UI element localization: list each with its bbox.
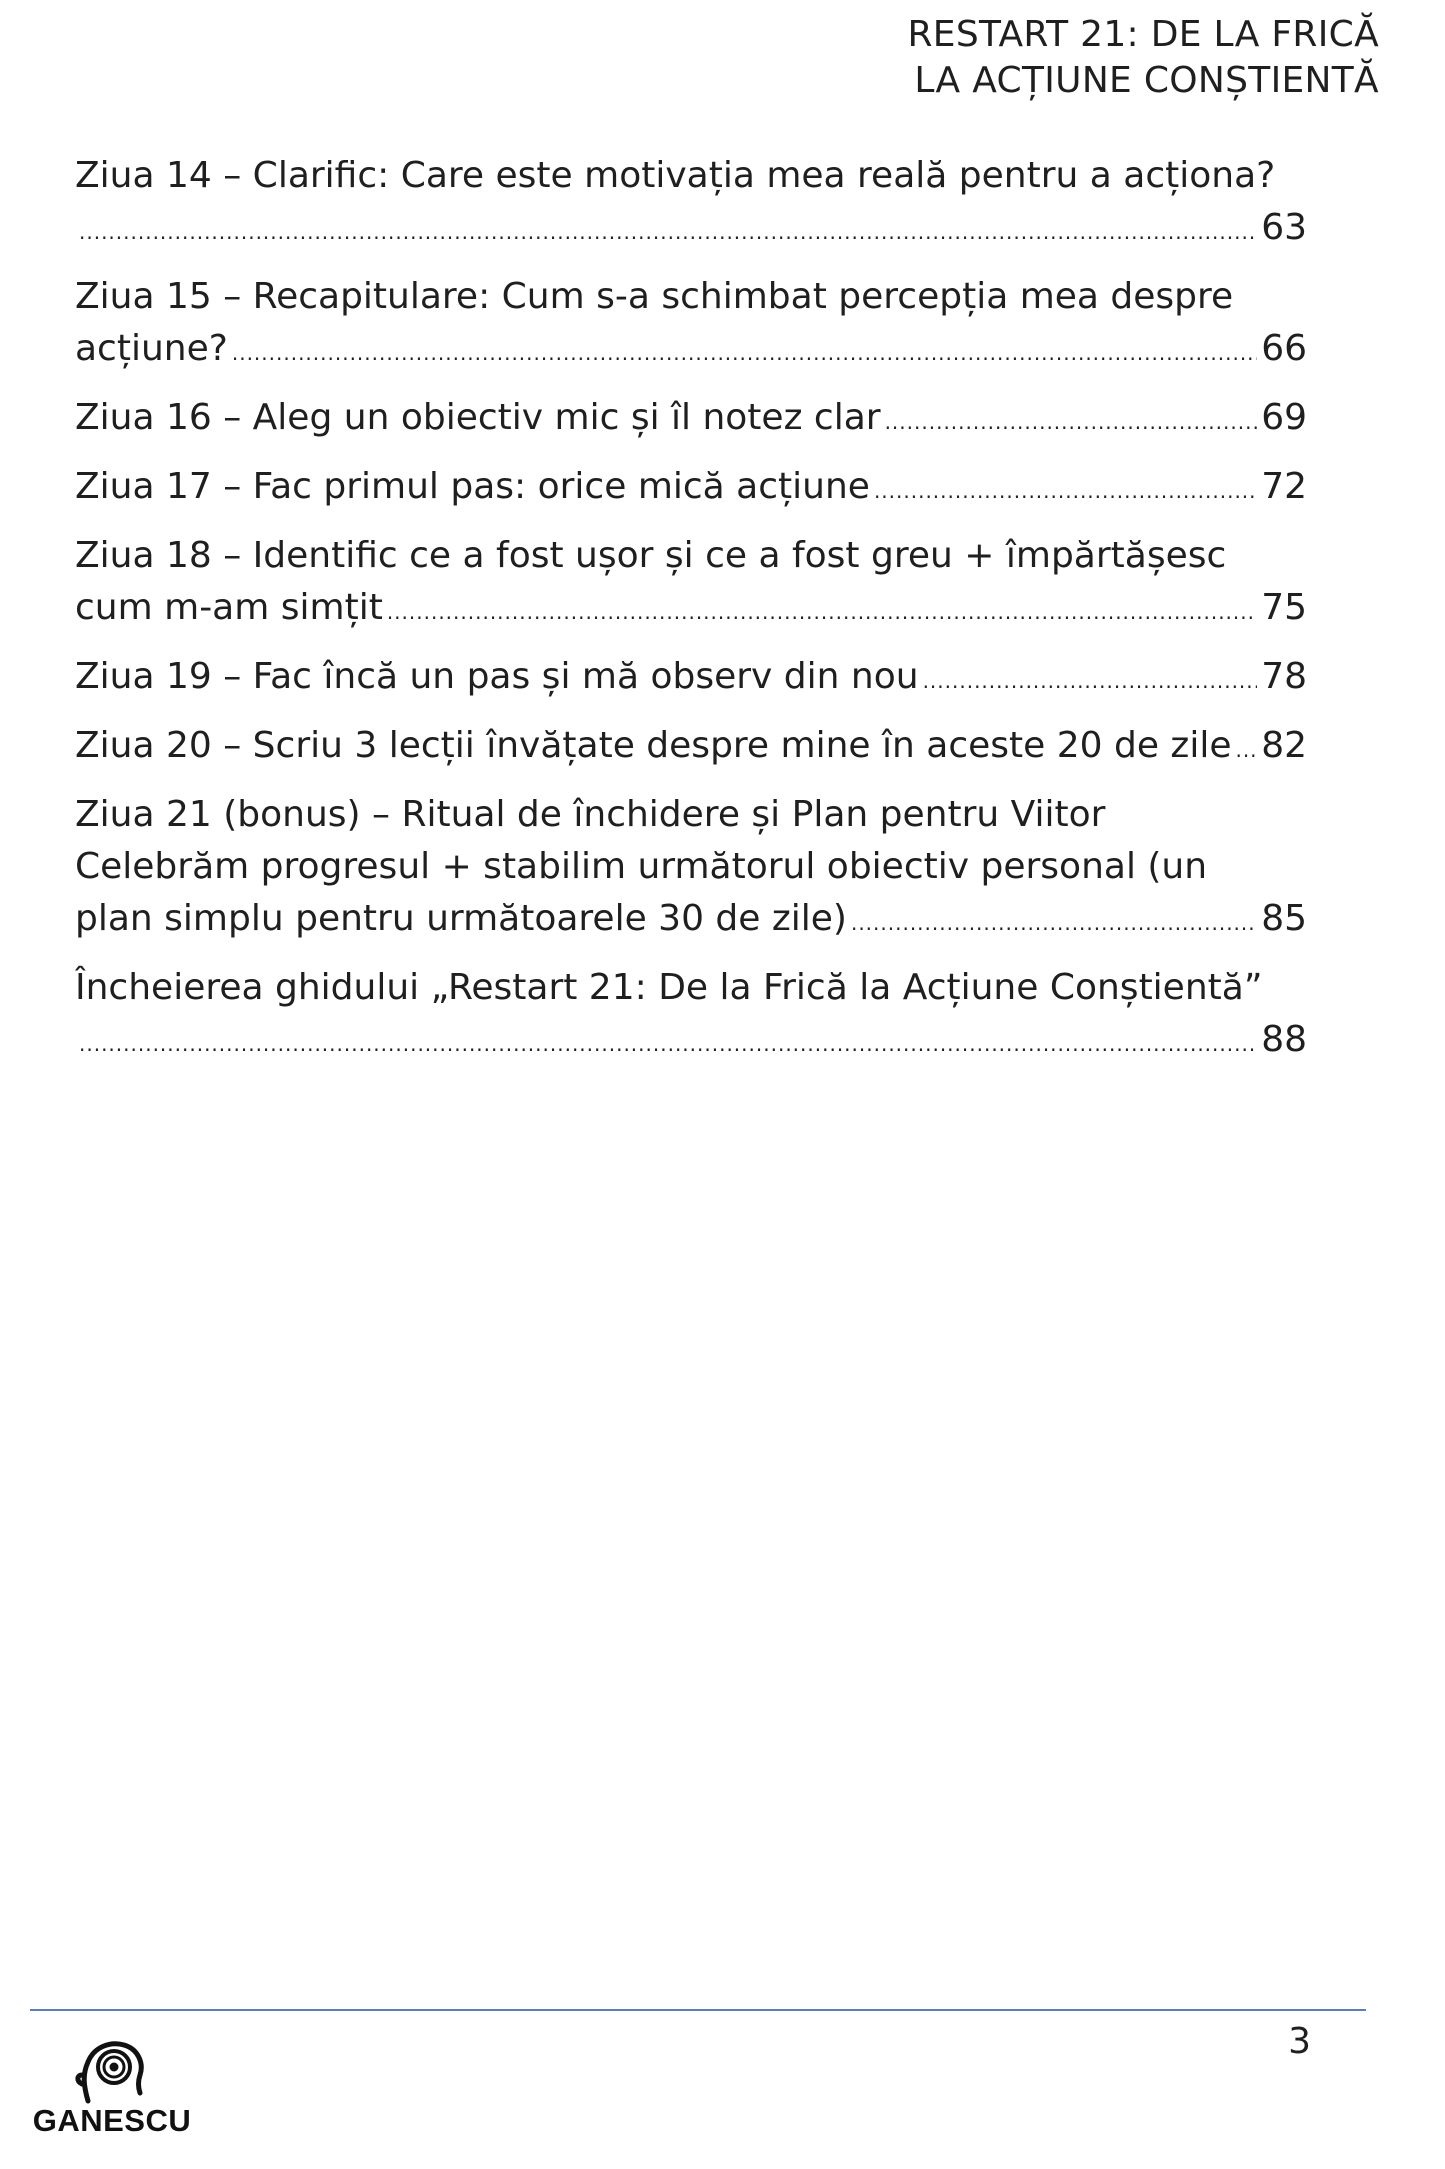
toc-entry-leader-line <box>75 461 1307 517</box>
dot-leader <box>232 327 1257 379</box>
toc-page-number: 75 <box>1261 587 1307 628</box>
toc-entry-leader-line <box>75 651 1307 707</box>
toc-entry-conclusion[interactable] <box>75 962 1307 1070</box>
dot-leader <box>885 396 1258 448</box>
toc-entry-title-continued: Celebrăm progresul + stabilim următorul obiectiv personal (un <box>75 846 1208 887</box>
dot-leader <box>851 897 1257 949</box>
toc-page-number: 63 <box>1261 207 1307 248</box>
toc-entry-title: Ziua 21 (bonus) – Ritual de închidere și Plan pentru Viitor <box>75 794 1106 835</box>
toc-entry-day-16[interactable] <box>75 392 1307 448</box>
header-title-line-2: LA ACȚIUNE CONȘTIENTĂ <box>914 60 1379 101</box>
toc-entry-leader-line <box>75 323 1307 379</box>
dot-leader <box>79 206 1257 258</box>
toc-entry-title: Ziua 15 – Recapitulare: Cum s-a schimbat percepția mea despre <box>75 276 1234 317</box>
toc-entry-leader-line <box>75 1014 1307 1070</box>
footer-divider <box>30 2009 1366 2011</box>
dot-leader <box>874 465 1257 517</box>
toc-entry-title-end: plan simplu pentru următoarele 30 de zile) <box>75 898 847 939</box>
toc-page-number: 72 <box>1261 466 1307 507</box>
toc-entry-title-end: acțiune? <box>75 328 228 369</box>
dot-leader <box>923 655 1258 707</box>
toc-page-number: 82 <box>1261 725 1307 766</box>
dot-leader <box>1235 724 1257 776</box>
toc-entry-leader-line <box>75 392 1307 448</box>
ganescu-logo <box>32 2035 192 2145</box>
toc-entry-title-end: Ziua 16 – Aleg un obiectiv mic și îl notez clar <box>75 397 881 438</box>
toc-page-number: 85 <box>1261 898 1307 939</box>
toc-entry-day-21[interactable] <box>75 789 1307 949</box>
head-spiral-icon <box>74 2035 150 2105</box>
toc-entry-leader-line <box>75 720 1307 776</box>
toc-entry-title: Ziua 14 – Clarific: Care este motivația mea reală pentru a acționa? <box>75 155 1276 196</box>
toc-entry-day-20[interactable] <box>75 720 1307 776</box>
toc-entry-day-19[interactable] <box>75 651 1307 707</box>
toc-entry-leader-line <box>75 202 1307 258</box>
toc-entry-title: Încheierea ghidului „Restart 21: De la Frică la Acțiune Conștientă” <box>75 967 1263 1008</box>
toc-entry-title-end: Ziua 20 – Scriu 3 lecții învățate despre mine în aceste 20 de zile <box>75 725 1232 766</box>
toc-page-number: 66 <box>1261 328 1307 369</box>
toc-entry-day-18[interactable] <box>75 530 1307 638</box>
toc-entry-day-17[interactable] <box>75 461 1307 517</box>
toc-entry-leader-line <box>75 582 1307 638</box>
table-of-contents <box>75 150 1307 1083</box>
toc-entry-day-15[interactable] <box>75 271 1307 379</box>
running-header <box>907 12 1379 104</box>
toc-page-number: 69 <box>1261 397 1307 438</box>
toc-entry-title: Ziua 18 – Identific ce a fost ușor și ce a fost greu + împărtășesc <box>75 535 1227 576</box>
toc-page-number: 78 <box>1261 656 1307 697</box>
toc-entry-day-14[interactable] <box>75 150 1307 258</box>
header-title-line-1: RESTART 21: DE LA FRICĂ <box>907 14 1379 55</box>
dot-leader <box>387 586 1257 638</box>
toc-entry-title-end: cum m-am simțit <box>75 587 383 628</box>
dot-leader <box>79 1018 1257 1070</box>
toc-entry-title-end: Ziua 17 – Fac primul pas: orice mică acțiune <box>75 466 870 507</box>
toc-page-number: 88 <box>1261 1019 1307 1060</box>
toc-entry-leader-line <box>75 893 1307 949</box>
toc-entry-title-end: Ziua 19 – Fac încă un pas și mă observ din nou <box>75 656 919 697</box>
logo-wordmark: GANESCU <box>32 2103 192 2138</box>
page-number: 3 <box>1288 2021 1311 2062</box>
